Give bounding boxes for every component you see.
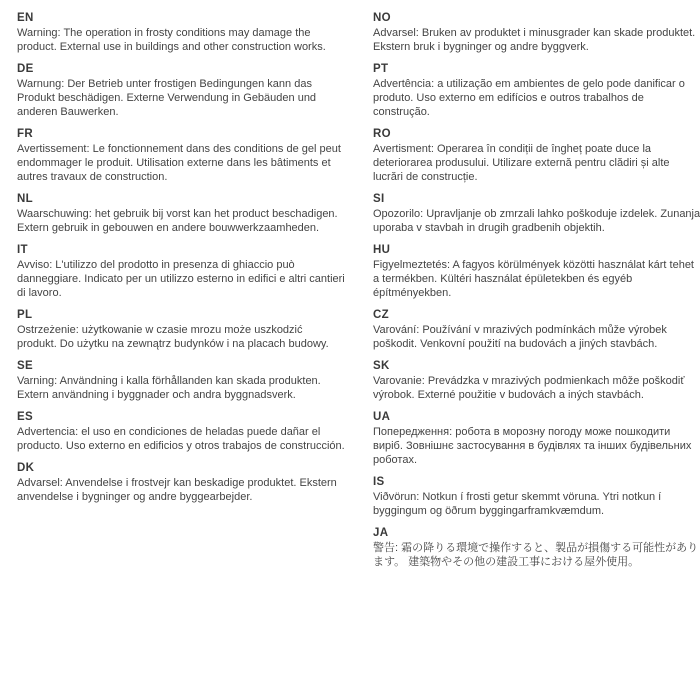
language-code: PT	[373, 63, 389, 75]
language-code: SK	[373, 360, 390, 372]
language-code: SE	[17, 360, 33, 372]
language-code: UA	[373, 411, 391, 423]
language-code: NO	[373, 12, 391, 24]
language-entry-cz	[373, 309, 700, 351]
warning-text: Advarsel: Anvendelse i frostvejr kan beskadige produktet. Ekstern anvendelse i bygninger og andre byggearbejder.	[17, 477, 337, 503]
language-entry-no	[373, 12, 700, 54]
language-entry-sk	[373, 360, 700, 402]
right-column	[373, 12, 700, 578]
two-column-layout	[17, 12, 700, 578]
language-code: NL	[17, 193, 33, 205]
language-entry-is	[373, 476, 700, 518]
language-entry-si	[373, 193, 700, 235]
warning-text: Warning: The operation in frosty conditions may damage the product. External use in buildings and other construction works.	[17, 27, 326, 53]
language-code: IS	[373, 476, 385, 488]
language-code: ES	[17, 411, 33, 423]
warning-text: Figyelmeztetés: A fagyos körülmények közötti használat kárt tehet a termékben. Kültéri használat épületekben és egyéb építményekben.	[373, 259, 694, 299]
language-code: DE	[17, 63, 34, 75]
language-entry-es	[17, 411, 345, 453]
language-code: FR	[17, 128, 33, 140]
language-entry-it	[17, 244, 345, 300]
language-code: EN	[17, 12, 34, 24]
language-entry-ja	[373, 527, 700, 569]
language-code: CZ	[373, 309, 389, 321]
language-code: DK	[17, 462, 35, 474]
warning-text: Waarschuwing: het gebruik bij vorst kan het product beschadigen. Extern gebruik in gebouwen en andere bouwwerkzaamheden.	[17, 208, 338, 234]
language-entry-dk	[17, 462, 345, 504]
language-entry-fr	[17, 128, 345, 184]
language-code: JA	[373, 527, 389, 539]
language-entry-pt	[373, 63, 700, 119]
language-entry-se	[17, 360, 345, 402]
language-entry-de	[17, 63, 345, 119]
language-entry-en	[17, 12, 345, 54]
warning-text: Varning: Användning i kalla förhållanden kan skada produkten. Extern användning i byggnader och andra byggnadsverk.	[17, 375, 321, 401]
warning-text: Ostrzeżenie: użytkowanie w czasie mrozu może uszkodzić produkt. Do użytku na zewnątrz budynków i na placach budowy.	[17, 324, 329, 350]
warning-text: Varovanie: Prevádzka v mrazivých podmienkach môže poškodiť výrobok. Externé použitie v budovách a iných stavbách.	[373, 375, 685, 401]
left-column	[17, 12, 345, 578]
warning-text: Opozorilo: Upravljanje ob zmrzali lahko poškoduje izdelek. Zunanja uporaba v stavbah in drugih gradbenih objektih.	[373, 208, 700, 234]
language-entry-hu	[373, 244, 700, 300]
language-entry-pl	[17, 309, 345, 351]
warning-text: Avertisment: Operarea în condiții de îngheț poate duce la deteriorarea produsului. Utilizare externă pentru clădiri și alte lucrări de construcție.	[373, 143, 670, 183]
warning-text: Avertissement: Le fonctionnement dans des conditions de gel peut endommager le produit. Utilisation externe dans les bâtiments et autres travaux de construction.	[17, 143, 341, 183]
language-code: RO	[373, 128, 391, 140]
language-entry-ro	[373, 128, 700, 184]
warning-text: Avviso: L'utilizzo del prodotto in presenza di ghiaccio può danneggiare. Indicato per un utilizzo esterno in edifici e altri cantieri di lavoro.	[17, 259, 345, 299]
warning-text: 警告: 霜の降りる環境で操作すると、製品が損傷する可能性があります。 建築物やその他の建設工事における屋外使用。	[373, 542, 699, 568]
language-entry-nl	[17, 193, 345, 235]
language-code: SI	[373, 193, 385, 205]
warning-text: Попередження: робота в морозну погоду може пошкодити виріб. Зовнішнє застосування в будівлях та інших будівельних роботах.	[373, 426, 692, 466]
warning-text: Advarsel: Bruken av produktet i minusgrader kan skade produktet. Ekstern bruk i bygninger og andre byggverk.	[373, 27, 696, 53]
warning-text: Viðvörun: Notkun í frosti getur skemmt vöruna. Ytri notkun í byggingum og öðrum byggingarframkvæmdum.	[373, 491, 662, 517]
warning-text: Varování: Používání v mrazivých podmínkách může výrobek poškodit. Venkovní použití na budovách a jiných stavbách.	[373, 324, 667, 350]
warning-text: Advertencia: el uso en condiciones de heladas puede dañar el producto. Uso externo en edificios y otros trabajos de construcción.	[17, 426, 345, 452]
warning-text: Advertência: a utilização em ambientes de gelo pode danificar o produto. Uso externo em edifícios e outros trabalhos de construção.	[373, 78, 685, 118]
language-code: PL	[17, 309, 33, 321]
warning-text: Warnung: Der Betrieb unter frostigen Bedingungen kann das Produkt beschädigen. Externe Verwendung in Gebäuden und anderen Bauwerken.	[17, 78, 317, 118]
language-code: IT	[17, 244, 28, 256]
language-entry-ua	[373, 411, 700, 467]
language-code: HU	[373, 244, 391, 256]
